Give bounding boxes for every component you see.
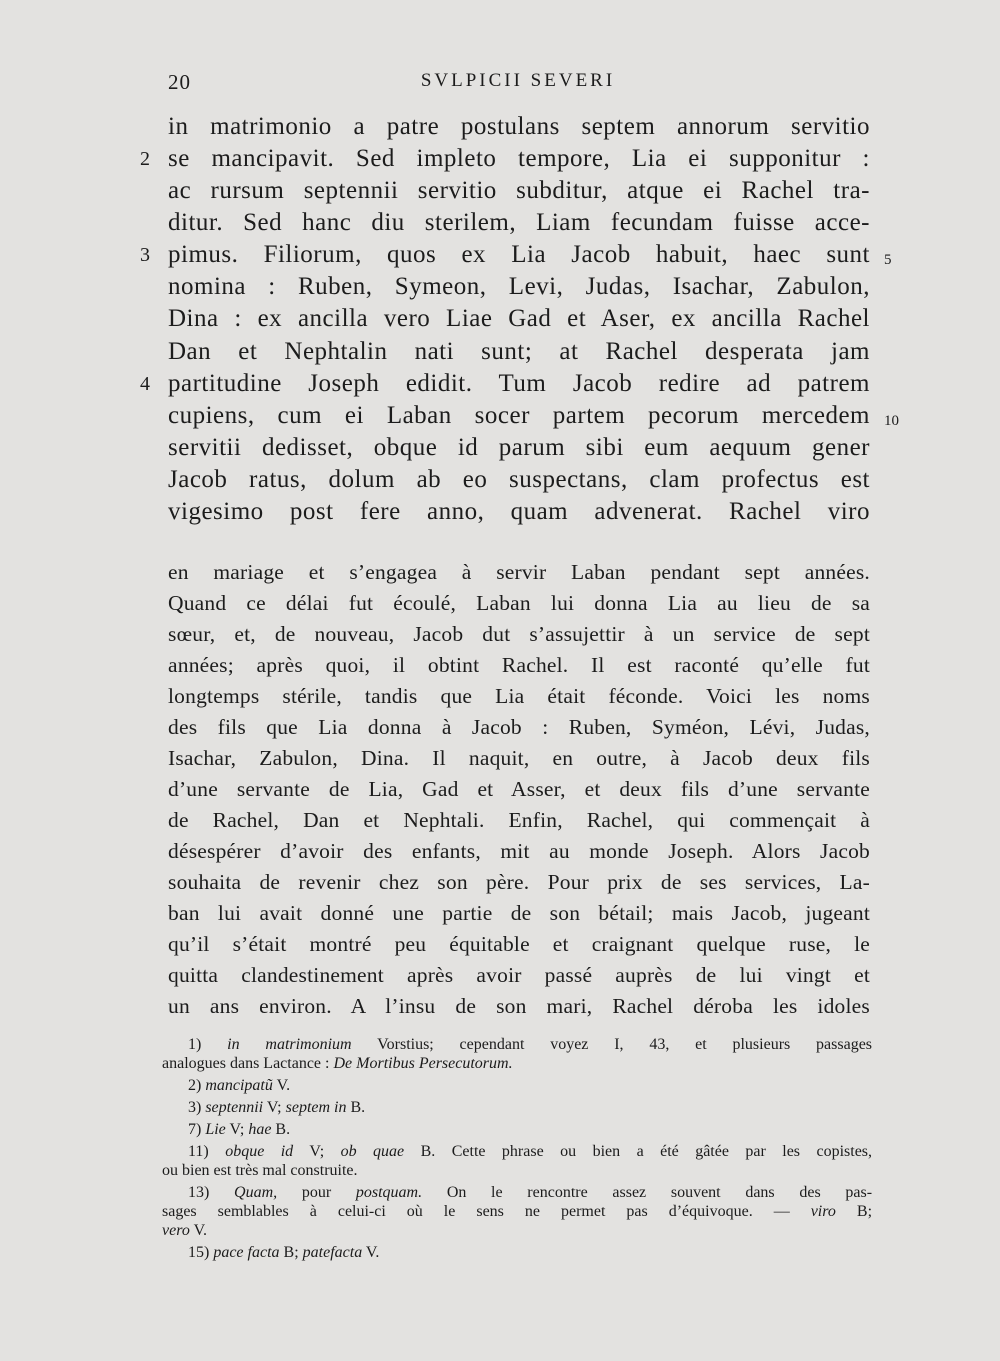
footnote-number: 7) <box>188 1121 202 1138</box>
latin-line: in matrimonio a patre postulans septem annorum servitio <box>168 113 870 140</box>
footnote-text: B. <box>350 1099 366 1116</box>
french-line: des fils que Lia donna à Jacob : Ruben, Syméon, Lévi, Judas, <box>168 715 870 739</box>
latin-line: se mancipavit. Sed impleto tempore, Lia ei supponitur : <box>168 145 870 172</box>
footnote <box>188 1184 872 1202</box>
french-line: en mariage et s’engagea à servir Laban pendant sept années. <box>168 560 870 584</box>
footnote <box>188 1036 872 1054</box>
line-number: 10 <box>884 413 899 429</box>
latin-line: Dan et Nephtalin nati sunt; at Rachel desperata jam <box>168 338 870 365</box>
footnote <box>188 1143 872 1161</box>
footnote-number: 1) <box>188 1036 202 1053</box>
footnote-continuation <box>162 1222 872 1240</box>
latin-line: ac rursum septennii servitio subditur, atque ei Rachel tra- <box>168 177 870 204</box>
french-line: désespérer d’avoir des enfants, mit au monde Joseph. Alors Jacob <box>168 839 870 863</box>
footnote-continuation <box>162 1203 872 1221</box>
footnote-text: V; <box>309 1143 325 1160</box>
french-line: longtemps stérile, tandis que Lia était féconde. Voici les noms <box>168 684 870 708</box>
footnote-text: sages semblables à celui-ci où le sens ne permet pas d’équivoque. — <box>162 1203 790 1220</box>
latin-line: ditur. Sed hanc diu sterilem, Liam fecundam fuisse acce- <box>168 209 870 236</box>
latin-line: partitudine Joseph edidit. Tum Jacob redire ad patrem <box>168 370 870 397</box>
section-number: 3 <box>140 244 150 266</box>
latin-line: Jacob ratus, dolum ab eo suspectans, clam profectus est <box>168 466 870 493</box>
french-line: années; après quoi, il obtint Rachel. Il est raconté qu’elle fut <box>168 653 870 677</box>
footnote <box>188 1121 872 1139</box>
footnote-text: V. <box>193 1222 208 1239</box>
footnote-continuation <box>162 1162 872 1180</box>
footnote-number: 13) <box>188 1184 210 1201</box>
latin-line: pimus. Filiorum, quos ex Lia Jacob habuit, haec sunt <box>168 241 870 268</box>
latin-line: vigesimo post fere anno, quam advenerat. Rachel viro <box>168 498 870 525</box>
footnote-text: B; <box>283 1244 299 1261</box>
french-line: sœur, et, de nouveau, Jacob dut s’assujettir à un service de sept <box>168 622 870 646</box>
footnote-lemma: patefacta <box>302 1244 363 1261</box>
page-header <box>168 70 868 100</box>
footnote-lemma: ob quae <box>340 1143 405 1160</box>
footnote-title: De Mortibus Persecutorum. <box>333 1055 513 1072</box>
latin-line: Dina : ex ancilla vero Liae Gad et Aser, ex ancilla Rachel <box>168 305 870 332</box>
french-line: quitta clandestinement après avoir passé auprès de lui vingt et <box>168 963 870 987</box>
latin-line: cupiens, cum ei Laban socer partem pecorum mercedem <box>168 402 870 429</box>
footnote-lemma: Quam, <box>234 1184 278 1201</box>
footnote-lemma: pace facta <box>213 1244 280 1261</box>
french-line: ban lui avait donné une partie de son bétail; mais Jacob, jugeant <box>168 901 870 925</box>
latin-line: nomina : Ruben, Symeon, Levi, Judas, Isachar, Zabulon, <box>168 273 870 300</box>
footnote <box>188 1244 872 1262</box>
section-number: 2 <box>140 148 150 170</box>
footnote-continuation <box>162 1055 872 1073</box>
footnote-lemma: postquam. <box>355 1184 423 1201</box>
footnote-lemma: hae <box>248 1121 272 1138</box>
footnote <box>188 1099 872 1117</box>
footnote-lemma: in matrimonium <box>227 1036 352 1053</box>
french-line: souhaita de revenir chez son père. Pour prix de ses services, La- <box>168 870 870 894</box>
french-line: qu’il s’était montré peu équitable et craignant quelque ruse, le <box>168 932 870 956</box>
footnote-text: V. <box>276 1077 291 1094</box>
footnote-lemma: Lie <box>205 1121 226 1138</box>
footnote <box>188 1077 872 1095</box>
footnote-number: 15) <box>188 1244 210 1261</box>
footnote-text: B. Cette phrase ou bien a été gâtée par les copistes, <box>420 1143 873 1160</box>
footnote-text: On le rencontre assez souvent dans des pas- <box>446 1184 873 1201</box>
french-line: Isachar, Zabulon, Dina. Il naquit, en outre, à Jacob deux fils <box>168 746 870 770</box>
footnote-text: pour <box>301 1184 332 1201</box>
footnote-text: B. <box>275 1121 291 1138</box>
footnote-lemma: septennii <box>205 1099 264 1116</box>
french-line: de Rachel, Dan et Nephtali. Enfin, Rachel, qui commençait à <box>168 808 870 832</box>
running-title: SVLPICII SEVERI <box>420 70 616 91</box>
page-number: 20 <box>168 70 191 94</box>
footnote-text: V. <box>365 1244 380 1261</box>
french-line: d’une servante de Lia, Gad et Asser, et deux fils d’une servante <box>168 777 870 801</box>
footnote-lemma: obque id <box>225 1143 294 1160</box>
footnote-text: V; <box>229 1121 245 1138</box>
footnote-text: B; <box>856 1203 873 1220</box>
footnote-text: ou bien est très mal construite. <box>162 1162 358 1179</box>
section-number: 4 <box>140 373 150 395</box>
footnote-number: 11) <box>188 1143 209 1160</box>
french-line: un ans environ. A l’insu de son mari, Rachel déroba les idoles <box>168 994 870 1018</box>
footnote-number: 2) <box>188 1077 202 1094</box>
footnote-text: V; <box>266 1099 282 1116</box>
footnote-number: 3) <box>188 1099 202 1116</box>
french-line: Quand ce délai fut écoulé, Laban lui donna Lia au lieu de sa <box>168 591 870 615</box>
footnote-text: analogues dans Lactance : <box>162 1055 330 1072</box>
footnote-lemma: viro <box>810 1203 836 1220</box>
footnote-lemma: mancipatũ <box>205 1077 273 1094</box>
line-number: 5 <box>884 252 892 268</box>
footnote-text: Vorstius; cependant voyez I, 43, et plusieurs passages <box>377 1036 873 1053</box>
footnote-lemma: septem in <box>285 1099 347 1116</box>
footnote-lemma: vero <box>162 1222 190 1239</box>
latin-line: servitii dedisset, obque id parum sibi eum aequum gener <box>168 434 870 461</box>
